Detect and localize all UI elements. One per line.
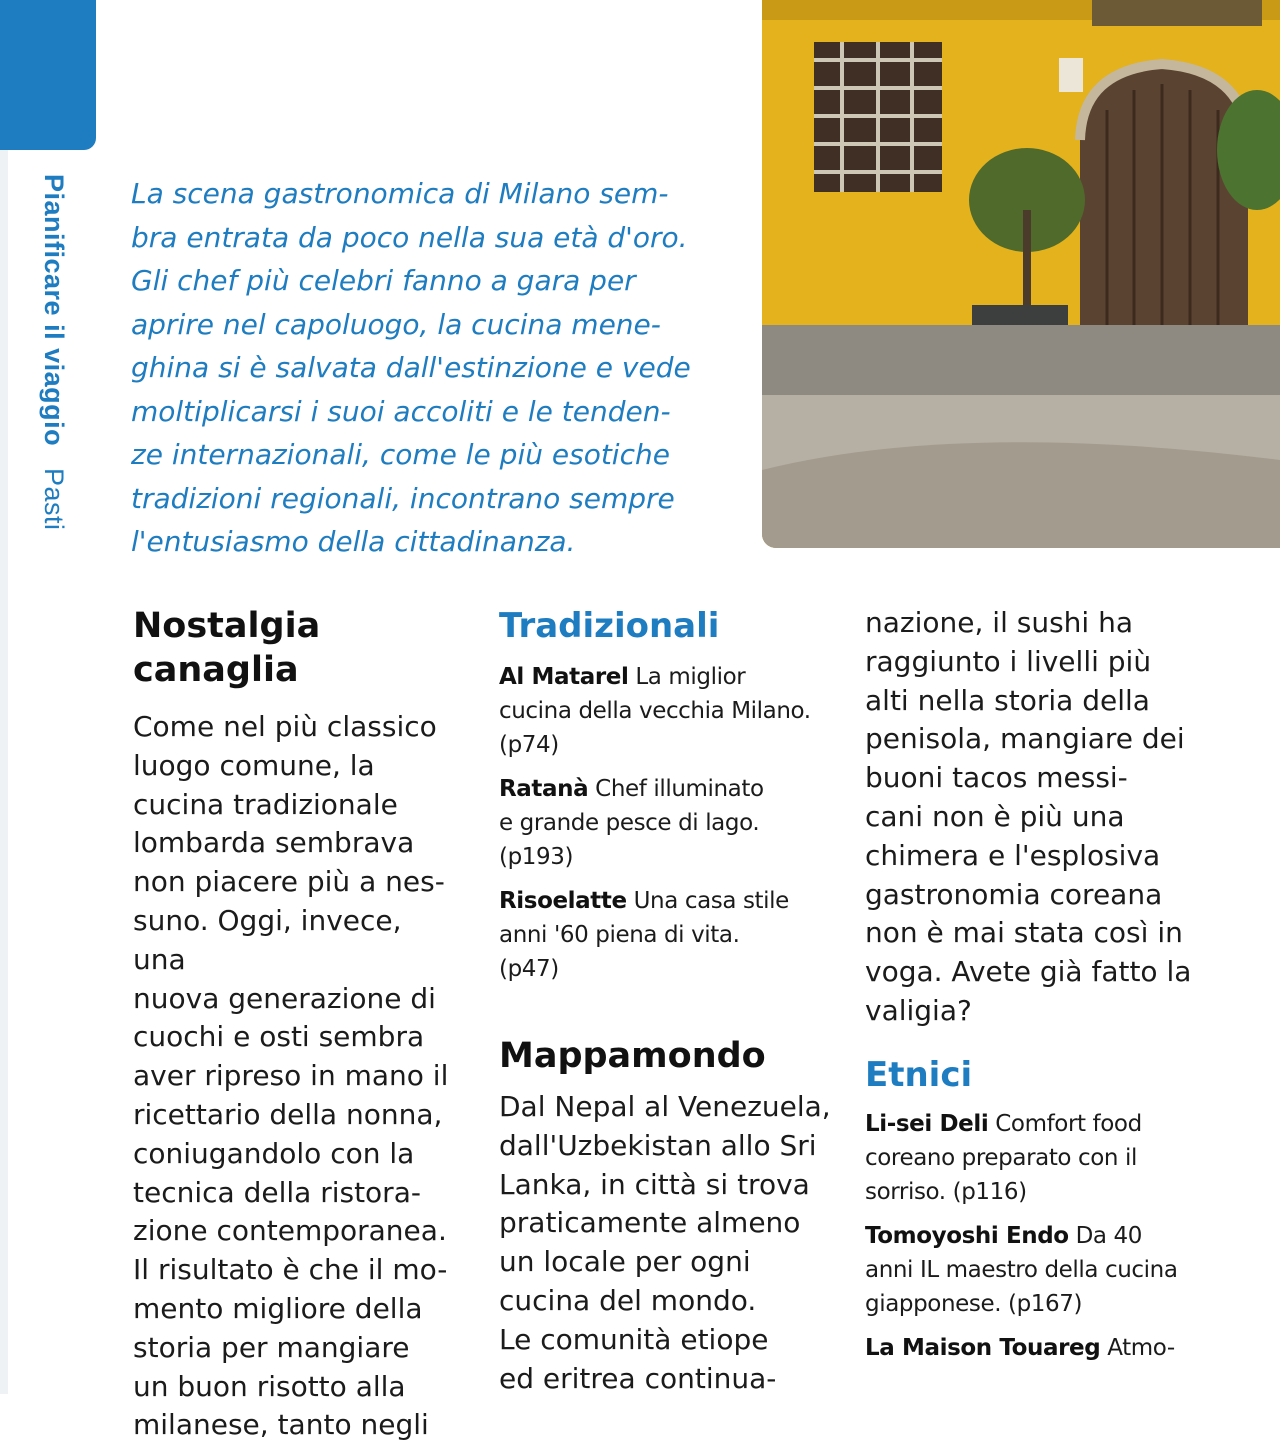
body-line: cucina del mondo. (499, 1283, 757, 1317)
listing-etnici (865, 1107, 1205, 1365)
body-line: gastronomia coreana (865, 877, 1163, 911)
intro-line: La scena gastronomica di Milano sem- (131, 177, 669, 210)
body-line: Come nel più classico (133, 710, 437, 743)
intro-line: Gli chef più celebri fanno a gara per (131, 264, 636, 297)
intro-line: aprire nel capoluogo, la cucina mene- (131, 307, 661, 341)
body-line: cucina tradizionale (133, 787, 398, 821)
body-line: un buon risotto alla (133, 1369, 406, 1403)
entry-text: Atmo- (1107, 1334, 1175, 1361)
running-header (38, 174, 69, 531)
body-line: praticamente almeno (499, 1206, 801, 1240)
body-line: coniugandolo con la (133, 1136, 415, 1170)
listing-entry (865, 1331, 1205, 1365)
intro-line: ze internazionali, come le più esotiche (131, 438, 670, 471)
listing-entry (865, 1219, 1205, 1321)
body-line: storia per mangiare (133, 1330, 410, 1364)
entry-text: Comfort food (995, 1110, 1142, 1137)
body-text (133, 708, 463, 1445)
section-title: Pianificare il viaggio (39, 174, 69, 447)
subsection-title: Pasti (39, 468, 69, 531)
body-line: suno. Oggi, invece, una (133, 903, 402, 976)
body-line: penisola, mangiare dei (865, 722, 1185, 756)
body-line: non è mai stata così in (865, 916, 1183, 950)
intro-line: ghina si è salvata dall'estinzione e vede (131, 351, 691, 384)
body-line: mento migliore della (133, 1291, 423, 1325)
entry-text: coreano preparato con il (865, 1144, 1138, 1171)
restaurant-name: La Maison Touareg (865, 1334, 1101, 1361)
intro-line: moltiplicarsi i suoi accoliti e le tenden- (131, 394, 671, 428)
body-line: ricettario della nonna, (133, 1097, 443, 1131)
restaurant-name: Tomoyoshi Endo (865, 1222, 1069, 1249)
listing-tradizionali (499, 660, 839, 986)
heading-tradizionali: Tradizionali (499, 606, 720, 646)
body-text (499, 1088, 839, 1398)
body-line: milanese, tanto negli (133, 1408, 429, 1442)
restaurant-name: Risoelatte (499, 888, 627, 914)
restaurant-name: Li-sei Deli (865, 1110, 989, 1137)
page-ref: giapponese. (p167) (865, 1290, 1083, 1317)
body-line: cani non è più una (865, 799, 1125, 833)
intro-line: bra entrata da poco nella sua età d'oro. (131, 220, 688, 254)
body-line: raggiunto i livelli più (865, 644, 1152, 678)
column-tradizionali (499, 604, 839, 1398)
listing-entry (499, 884, 839, 986)
entry-text: La miglior (635, 664, 746, 690)
body-line: luogo comune, la (133, 748, 375, 782)
entry-text: Da 40 (1075, 1222, 1143, 1249)
body-line: aver ripreso in mano il (133, 1059, 449, 1093)
body-line: Il risultato è che il mo- (133, 1253, 448, 1287)
chapter-tab (0, 0, 96, 150)
entry-text: Chef illuminato (595, 776, 764, 802)
body-line: chimera e l'esplosiva (865, 838, 1161, 872)
body-line: ed eritrea continua- (499, 1361, 777, 1395)
body-line: voga. Avete già fatto la (865, 955, 1192, 989)
courtyard-illustration (762, 0, 1280, 548)
column-etnici (865, 604, 1205, 1375)
page-ref: sorriso. (p116) (865, 1178, 1027, 1205)
body-line: zione contemporanea. (133, 1214, 447, 1248)
entry-text: anni '60 piena di vita. (499, 922, 740, 948)
intro-line: tradizioni regionali, incontrano sempre (131, 481, 675, 515)
intro-line: l'entusiasmo della cittadinanza. (131, 525, 576, 558)
body-line: tecnica della ristora- (133, 1175, 421, 1209)
body-line: Le comunità etiope (499, 1322, 769, 1356)
body-line: un locale per ogni (499, 1245, 751, 1279)
body-line: valigia? (865, 993, 972, 1027)
intro-paragraph (131, 172, 741, 564)
listing-entry (499, 772, 839, 874)
body-line: non piacere più a nes- (133, 865, 445, 899)
page-ref: (p193) (499, 844, 574, 870)
heading-line: Nostalgia (133, 606, 321, 646)
body-line: lombarda sembrava (133, 826, 415, 860)
body-line: cuochi e osti sembra (133, 1020, 425, 1054)
courtyard-photo (762, 0, 1280, 548)
heading-etnici: Etnici (865, 1054, 973, 1095)
body-line: nazione, il sushi ha (865, 606, 1133, 639)
column-nostalgia (133, 604, 463, 1445)
heading-mappamondo: Mappamondo (499, 1036, 766, 1076)
body-line: Lanka, in città si trova (499, 1167, 810, 1201)
listing-entry (499, 660, 839, 762)
restaurant-name: Ratanà (499, 776, 589, 802)
entry-text: e grande pesce di lago. (499, 810, 760, 836)
body-line: buoni tacos messi- (865, 761, 1128, 795)
side-strip (0, 150, 8, 1394)
page-ref: (p74) (499, 732, 559, 758)
entry-text: cucina della vecchia Milano. (499, 698, 811, 724)
body-line: alti nella storia della (865, 683, 1150, 717)
listing-entry (865, 1107, 1205, 1209)
heading-line: canaglia (133, 650, 299, 690)
body-text (865, 604, 1205, 1031)
heading-nostalgia-canaglia (133, 604, 463, 692)
entry-text: anni IL maestro della cucina (865, 1256, 1178, 1283)
body-line: Dal Nepal al Venezuela, (499, 1090, 831, 1123)
entry-text: Una casa stile (633, 888, 789, 914)
body-line: dall'Uzbekistan allo Sri (499, 1128, 817, 1162)
body-line: nuova generazione di (133, 981, 436, 1015)
restaurant-name: Al Matarel (499, 664, 629, 690)
page-ref: (p47) (499, 956, 559, 982)
